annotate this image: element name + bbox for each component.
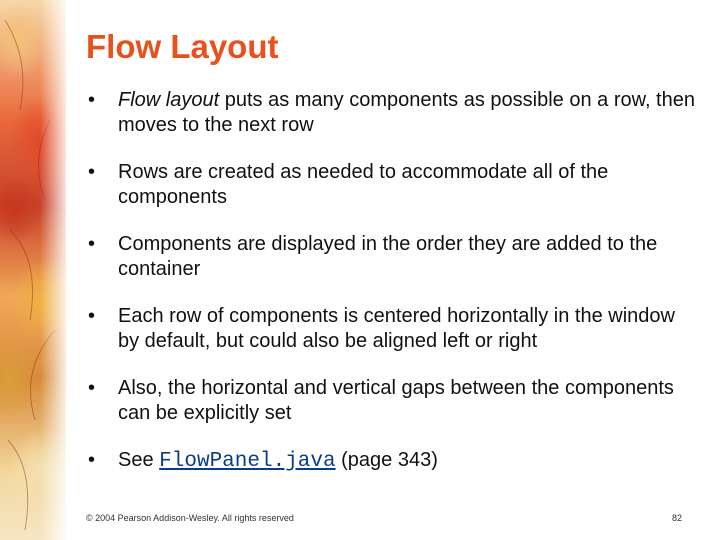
- bullet-item: [88, 232, 700, 282]
- bullet-marker: •: [88, 305, 96, 327]
- page-number: 82: [672, 513, 683, 523]
- bullet-item: [88, 160, 700, 210]
- bullet-marker: •: [88, 233, 96, 255]
- bullet-marker: •: [88, 161, 96, 183]
- emphasis-text: Flow layout: [118, 89, 220, 111]
- text-segment: Components are displayed in the order they are added to the container: [118, 233, 658, 280]
- bullet-item: [88, 88, 700, 138]
- bullet-text: [118, 305, 675, 352]
- text-segment: Also, the horizontal and vertical gaps between the components can be explicitly set: [118, 377, 674, 424]
- bullet-text: [118, 377, 674, 424]
- leaf-veins-decoration: [0, 0, 66, 540]
- bullet-marker: •: [88, 377, 96, 399]
- bullet-text: [118, 449, 438, 471]
- copyright-footer: © 2004 Pearson Addison-Wesley. All rights reserved: [86, 513, 294, 523]
- text-segment: Each row of components is centered horizontally in the window by default, but could also be aligned left or right: [118, 305, 675, 352]
- text-segment: puts as many components as possible on a row, then moves to the next row: [118, 89, 695, 136]
- autumn-leaves-image: [0, 0, 66, 540]
- bullet-text: [118, 233, 657, 280]
- text-segment: (page 343): [335, 449, 438, 471]
- bullet-item: [88, 304, 700, 354]
- text-segment: See: [118, 449, 160, 471]
- bullet-marker: •: [88, 449, 96, 471]
- source-file-link[interactable]: FlowPanel.java: [159, 450, 336, 473]
- text-segment: Rows are created as needed to accommodate all of the components: [118, 161, 609, 208]
- bullet-item: [88, 448, 700, 474]
- bullet-item: [88, 376, 700, 426]
- bullet-list: [88, 88, 700, 496]
- bullet-marker: •: [88, 89, 96, 111]
- bullet-text: [118, 89, 695, 136]
- slide-title: Flow Layout: [86, 28, 279, 65]
- bullet-text: [118, 161, 608, 208]
